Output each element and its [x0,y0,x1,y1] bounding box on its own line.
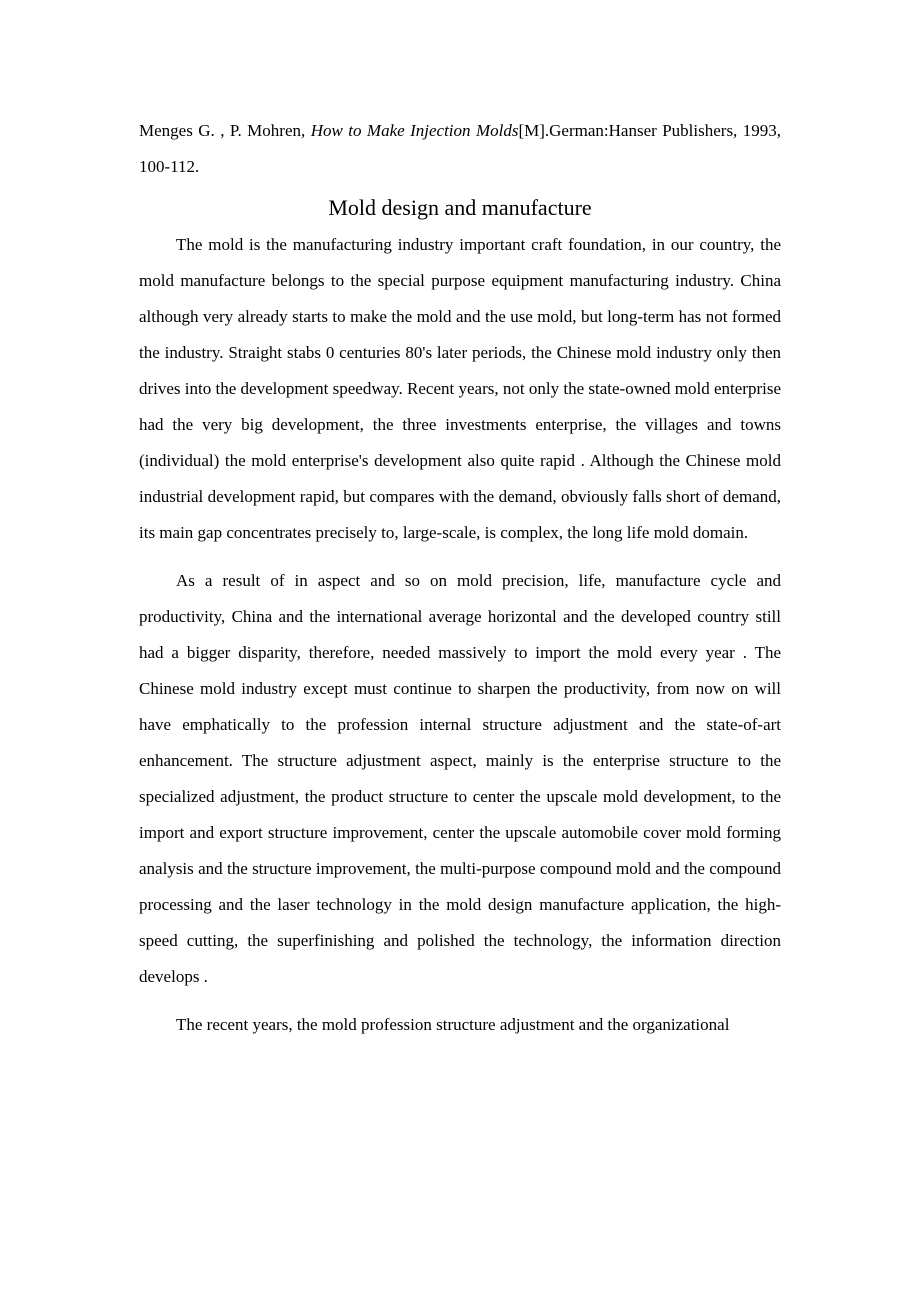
reference-details: [M].German:Hanser Publishers, 1993, 100-112. [139,121,781,176]
body-paragraph-3: The recent years, the mold profession structure adjustment and the organizational [176,1015,730,1034]
body-paragraph-1: The mold is the manufacturing industry important craft foundation, in our country, the mold manufacture belongs to the special purpose equipment manufacturing industry. China although very already starts to make the mold and the use mold, but long-term has not formed the industry. Straight stabs 0 centuries 80's later periods, the Chinese mold industry only then drives into the development speedway. Recent years, not only the state-owned mold enterprise had the very big development, the three investments enterprise, the villages and towns (individual) the mold enterprise's development also quite rapid . Although the Chinese mold industrial development rapid, but compares with the demand, obviously falls short of demand, its main gap concentrates precisely to, large-scale, is complex, the long life mold domain. [139,235,781,542]
page-content [139,113,781,1043]
section-title: Mold design and manufacture [328,195,592,220]
reference-authors: Menges G. , P. Mohren, [139,121,311,140]
reference-entry [139,113,781,185]
reference-book-title: How to Make Injection Molds [310,121,519,140]
body-paragraph-2: As a result of in aspect and so on mold precision, life, manufacture cycle and productivity, China and the international average horizontal and the developed country still had a bigger disparity, therefore, needed massively to import the mold every year . The Chinese mold industry except must continue to sharpen the productivity, from now on will have emphatically to the profession internal structure adjustment and the state-of-art enhancement. The structure adjustment aspect, mainly is the enterprise structure to the specialized adjustment, the product structure to center the upscale mold development, to the import and export structure improvement, center the upscale automobile cover mold forming analysis and the structure improvement, the multi-purpose compound mold and the compound processing and the laser technology in the mold design manufacture application, the high-speed cutting, the superfinishing and polished the technology, the information direction develops . [139,571,781,986]
